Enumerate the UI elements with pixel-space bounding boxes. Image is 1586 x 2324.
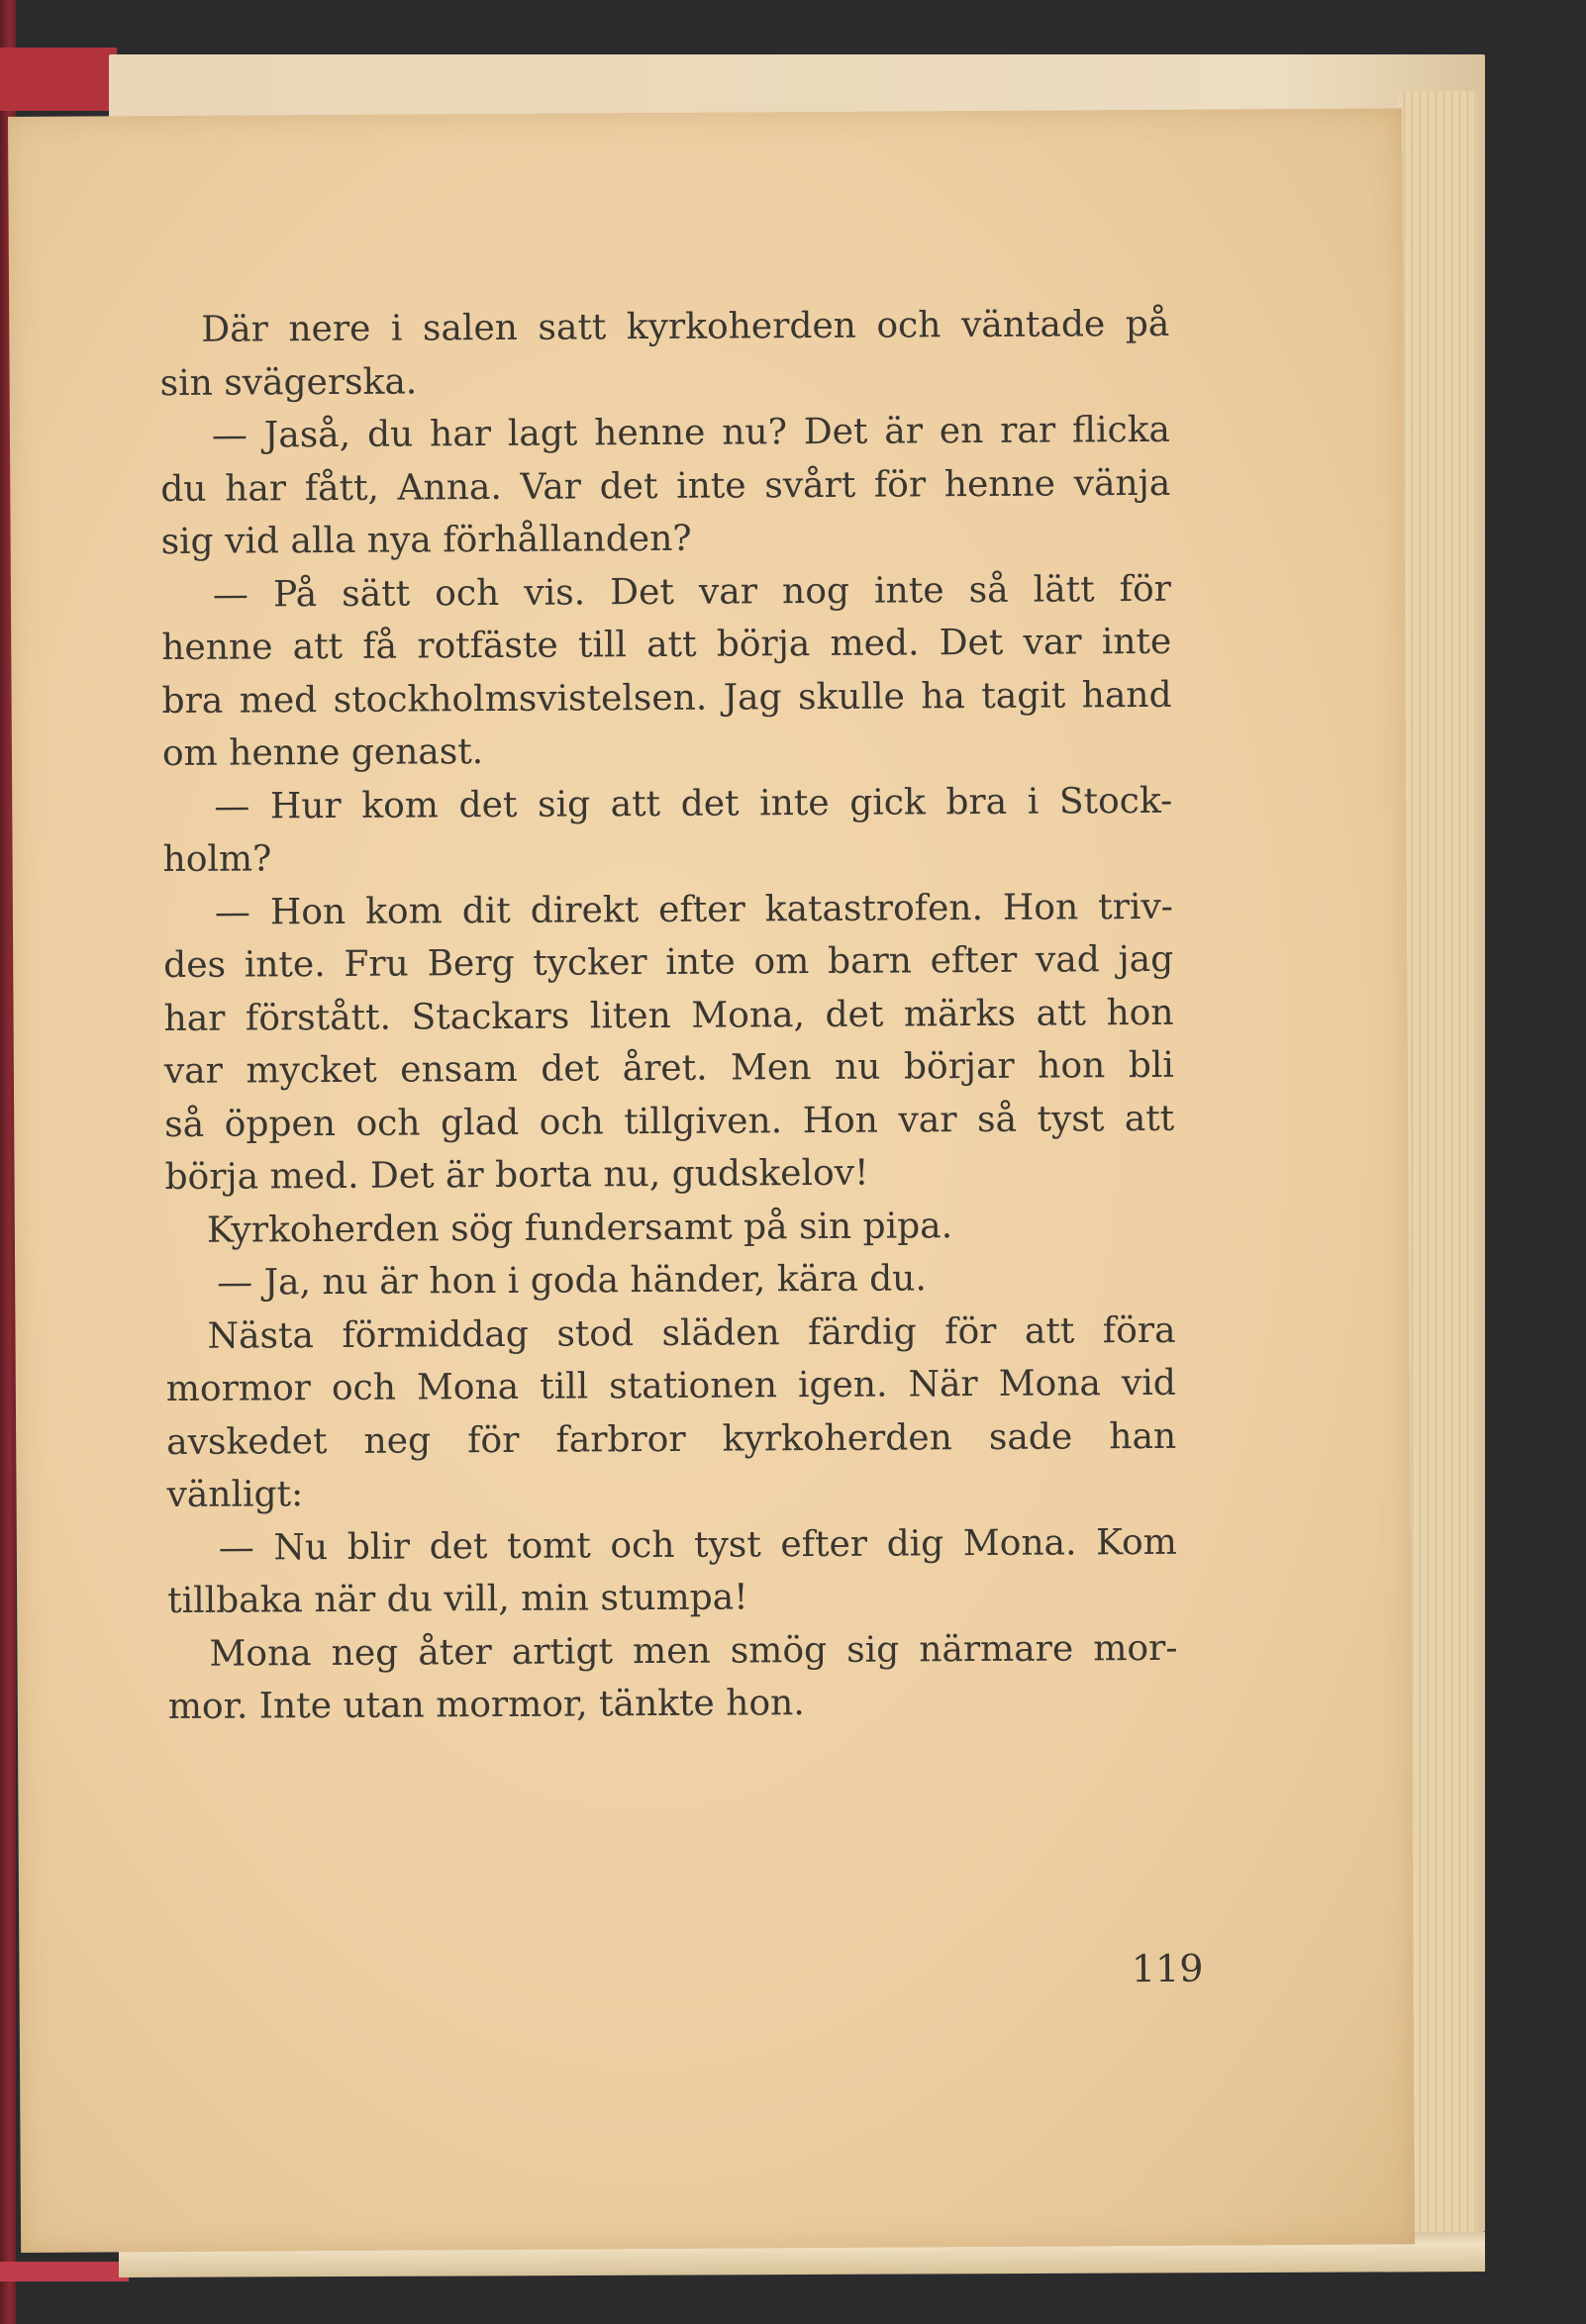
text-line: har förstått. Stackars liten Mona, det märks att hon — [163, 992, 1174, 1039]
text-line: så öppen och glad och tillgiven. Hon var så tyst att — [164, 1098, 1175, 1145]
text-line: bra med stockholmsvistelsen. Jag skulle ha tagit hand — [161, 674, 1172, 722]
text-line: Nästa förmiddag stod släden färdig för att föra — [207, 1309, 1176, 1357]
text-line: sin svägerska. — [159, 360, 418, 404]
text-line: Där nere i salen satt kyrkoherden och väntade på — [201, 303, 1170, 350]
text-line: — Jaså, du har lagt henne nu? Det är en rar flicka — [211, 409, 1171, 456]
text-line: Mona neg åter artigt men smög sig närmare mor- — [209, 1627, 1178, 1675]
text-line: henne att få rotfäste till att börja med. Det var inte — [161, 621, 1172, 669]
text-line: Kyrkoherden sög fundersamt på sin pipa. — [206, 1205, 953, 1251]
text-line: holm? — [162, 838, 272, 881]
text-line: börja med. Det är borta nu, gudskelov! — [164, 1152, 869, 1199]
page-text — [159, 298, 1178, 1734]
text-line: — Ja, nu är hon i goda händer, kära du. — [217, 1258, 927, 1304]
text-line: var mycket ensam det året. Men nu börjar hon bli — [163, 1044, 1175, 1093]
text-line: — Hon kom dit direkt efter katastrofen. Hon triv- — [214, 886, 1174, 933]
page-number: 119 — [1131, 1946, 1204, 1991]
text-line: avskedet neg för farbror kyrkoherden sade han — [166, 1415, 1177, 1463]
text-line: — Hur kom det sig att det inte gick bra i Stock- — [214, 780, 1173, 827]
text-line: om henne genast. — [161, 731, 484, 775]
text-line: sig vid alla nya förhållanden? — [160, 518, 692, 563]
text-line: des inte. Fru Berg tycker inte om barn efter vad jag — [163, 938, 1174, 987]
text-line: — På sätt och vis. Det var nog inte så lätt för — [212, 568, 1172, 616]
binding-corner-top — [0, 48, 117, 111]
text-line: tillbaka när du vill, min stumpa! — [167, 1577, 748, 1622]
text-line: mor. Inte utan mormor, tänkte hon. — [167, 1683, 805, 1728]
text-line: du har fått, Anna. Var det inte svårt för henne vänja — [160, 462, 1171, 510]
book-page — [8, 108, 1415, 2253]
text-line: — Nu blir det tomt och tyst efter dig Mona. Kom — [218, 1521, 1177, 1569]
text-line: mormor och Mona till stationen igen. När Mona vid — [165, 1362, 1176, 1410]
text-line: vänligt: — [166, 1474, 304, 1516]
binding-corner-bottom — [0, 2262, 129, 2281]
